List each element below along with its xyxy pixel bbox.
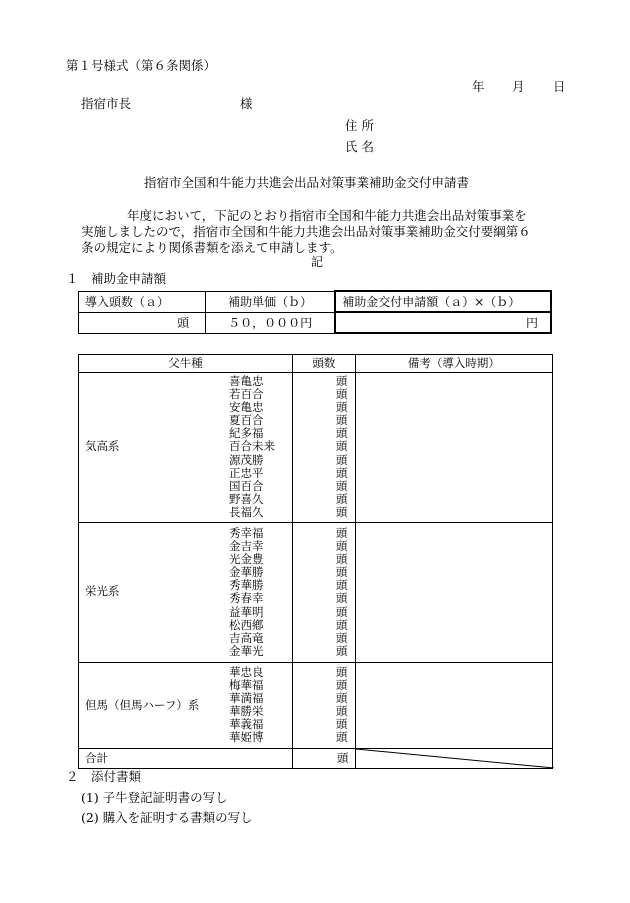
attachment-1: (1) 子牛登記証明書の写し (81, 790, 228, 805)
bull-name: 秀幸福 (229, 526, 264, 540)
price-value: ５０，０００円 (206, 312, 336, 333)
unit-label: 頭 (335, 426, 348, 441)
date-month: 月 (512, 79, 525, 94)
group-cell (79, 523, 293, 663)
bull-list (229, 375, 275, 519)
bull-name: 金華勝 (229, 565, 264, 580)
header-bull: 父牛種 (79, 355, 293, 373)
group-row-kedaka (79, 373, 553, 523)
unit-label: 頭 (335, 717, 348, 732)
unit-label: 頭 (335, 604, 348, 619)
header-head-count: 頭数 (292, 355, 355, 373)
page-title: 指宿市全国和牛能力共進会出品対策事業補助金交付申請書 (144, 175, 470, 190)
count-cell[interactable] (292, 663, 355, 749)
bull-name: 若百合 (229, 387, 264, 402)
unit-label: 頭 (335, 526, 348, 540)
bull-name: 華忠良 (229, 665, 264, 679)
unit-label: 頭 (335, 704, 348, 719)
bull-name: 益華明 (229, 604, 264, 619)
unit-label: 頭 (335, 730, 348, 745)
total-label: 合計 (79, 749, 293, 769)
unit-label: 頭 (335, 439, 348, 454)
form-number: 第１号様式（第６条関係） (66, 58, 217, 73)
bull-table-header (79, 355, 553, 373)
unit-label: 頭 (335, 491, 348, 506)
group-row-eiko (79, 523, 553, 663)
unit-label: 頭 (335, 387, 348, 402)
amount-table (78, 290, 552, 334)
bull-name: 松西鄕 (229, 617, 264, 632)
total-count[interactable]: 頭 (292, 749, 355, 769)
bull-name: 吉高竜 (229, 630, 264, 645)
bull-name: 華姫博 (229, 730, 264, 745)
ki-heading: 記 (311, 255, 324, 269)
bull-name: 秀華勝 (229, 578, 264, 593)
header-remarks: 備考（導入時期） (355, 355, 552, 373)
count-cell[interactable] (292, 523, 355, 663)
unit-label: 頭 (335, 617, 348, 632)
bull-name: 百合未来 (229, 439, 275, 454)
bull-list (229, 527, 264, 658)
bull-name: 正忠平 (229, 465, 264, 480)
date-year: 年 (472, 79, 485, 94)
group-name: 但馬（但馬ハーフ）系 (85, 698, 200, 712)
addressee-mayor: 指宿市長 (81, 96, 132, 111)
unit-label: 頭 (335, 504, 348, 519)
unit-label: 頭 (335, 478, 348, 493)
diagonal-line (356, 749, 554, 768)
remarks-cell[interactable] (355, 663, 552, 749)
unit-label: 頭 (335, 413, 348, 428)
unit-label: 頭 (335, 578, 348, 593)
addressee-honorific: 様 (240, 96, 253, 111)
bull-name: 安亀忠 (229, 400, 264, 415)
bull-name: 華義福 (229, 717, 264, 732)
group-cell (79, 373, 293, 523)
remarks-cell[interactable] (355, 523, 552, 663)
unit-label: 頭 (335, 691, 348, 706)
attachment-2: (2) 購入を証明する書類の写し (81, 810, 253, 825)
count-cell[interactable] (292, 373, 355, 523)
body-text (81, 208, 563, 256)
unit-label: 頭 (335, 591, 348, 606)
bull-name: 梅華福 (229, 678, 264, 693)
total-remarks-diagonal (355, 749, 552, 769)
section-2-heading: ２ 添付書類 (66, 769, 142, 784)
bull-name: 金吉幸 (229, 539, 264, 554)
remarks-cell[interactable] (355, 373, 552, 523)
body-line-3: 条の規定により関係書類を添えて申請します。 (81, 240, 343, 255)
bull-name: 長福久 (229, 504, 264, 519)
bull-name: 華満福 (229, 691, 264, 706)
unit-label: 頭 (335, 552, 348, 567)
bull-name: 秀春幸 (229, 591, 264, 606)
section-1-heading: １ 補助金申請額 (66, 271, 167, 286)
amount-table-values (79, 312, 552, 333)
bull-table (78, 354, 553, 769)
header-price: 補助単価（ｂ） (206, 291, 336, 312)
body-line-2: 実施しましたので，指宿市全国和牛能力共進会出品対策事業補助金交付要綱第６ (81, 224, 531, 239)
bull-name: 紀多福 (229, 426, 264, 441)
unit-label: 頭 (335, 400, 348, 415)
bull-name: 金華光 (229, 643, 264, 658)
bull-name: 喜亀忠 (229, 374, 264, 388)
unit-label: 頭 (335, 678, 348, 693)
unit-label: 頭 (335, 630, 348, 645)
group-name: 栄光系 (85, 584, 120, 598)
bull-name: 夏百合 (229, 413, 264, 428)
unit-label: 頭 (335, 665, 348, 679)
bull-name: 源茂勝 (229, 452, 264, 467)
name-label: 氏 名 (345, 139, 374, 154)
unit-label: 頭 (335, 374, 348, 388)
unit-label: 頭 (335, 643, 348, 658)
header-count: 導入頭数（ａ） (79, 291, 206, 312)
bull-name: 華勝栄 (229, 704, 264, 719)
group-row-tajima (79, 663, 553, 749)
amount-table-header (79, 291, 552, 312)
group-cell (79, 663, 293, 749)
group-name: 気高系 (85, 439, 120, 453)
unit-label: 頭 (335, 465, 348, 480)
body-line-1: 年度において，下記のとおり指宿市全国和牛能力共進会出品対策事業を (127, 208, 527, 223)
bull-name: 光金豊 (229, 552, 264, 567)
count-value[interactable]: 頭 (79, 312, 206, 333)
bull-name: 国百合 (229, 478, 264, 493)
total-value[interactable]: 円 (335, 312, 551, 333)
bull-list (229, 666, 264, 745)
unit-label: 頭 (335, 565, 348, 580)
total-row (79, 749, 553, 769)
bull-name: 野喜久 (229, 491, 264, 506)
date-day: 日 (553, 79, 566, 94)
header-total: 補助金交付申請額（ａ）×（ｂ） (335, 291, 551, 312)
unit-label: 頭 (335, 539, 348, 554)
address-label: 住 所 (345, 118, 374, 133)
unit-label: 頭 (335, 452, 348, 467)
